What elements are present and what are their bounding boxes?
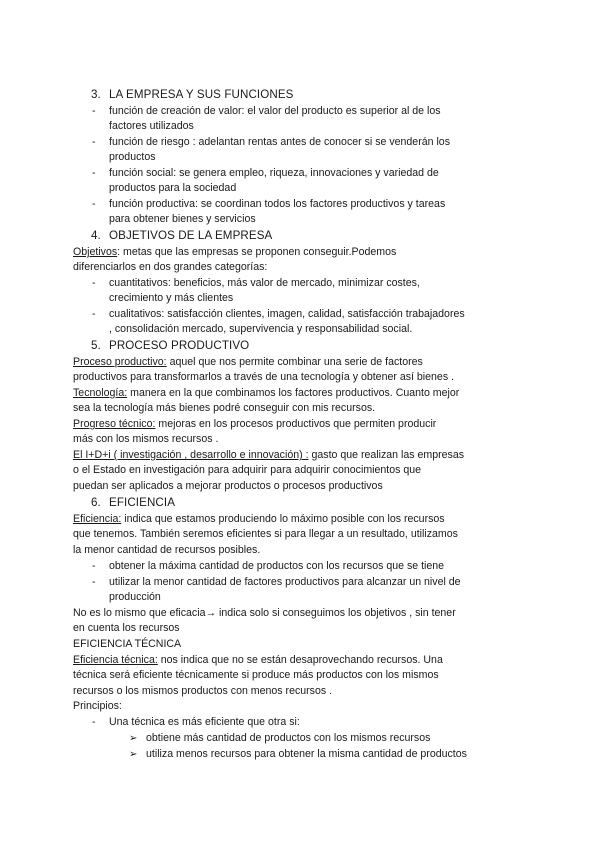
list-item-cont: productos: [109, 151, 156, 163]
sub-list-item: obtiene más cantidad de productos con los mismos recursos: [146, 732, 431, 744]
section-number: 3.: [91, 88, 101, 101]
paragraph-line: [73, 448, 464, 463]
dash-bullet: -: [92, 560, 96, 572]
paragraph-line: [73, 355, 423, 370]
list-item-cont: , consolidación mercado, supervivencia y responsabilidad social.: [109, 323, 413, 335]
note-line: en cuenta los recursos: [73, 622, 180, 634]
dash-bullet: -: [92, 576, 96, 588]
term: Tecnología:: [73, 387, 128, 399]
list-item: función de riesgo : adelantan rentas antes de conocer si se venderán los: [109, 136, 450, 148]
dash-bullet: -: [92, 198, 96, 210]
paragraph-line: [73, 417, 436, 432]
dash-bullet: -: [92, 308, 96, 320]
section-heading: PROCESO PRODUCTIVO: [109, 339, 250, 352]
list-item-cont: productos para la sociedad: [109, 182, 237, 194]
definition: gasto que realizan las empresas: [308, 449, 465, 461]
list-item-cont: crecimiento y más clientes: [109, 292, 234, 304]
note-line: No es lo mismo que eficacia→ indica solo si conseguimos los objetivos , sin tener: [73, 607, 456, 619]
dash-bullet: -: [92, 716, 96, 728]
term: Proceso productivo:: [73, 356, 167, 368]
definition: nos indica que no se están desaprovechando recursos. Una: [157, 654, 443, 666]
definition: mejoras en los procesos productivos que permiten producir: [155, 418, 437, 430]
paragraph-line: [73, 653, 443, 668]
term: Eficiencia técnica:: [73, 654, 158, 666]
section-heading: OBJETIVOS DE LA EMPRESA: [109, 229, 273, 242]
section-number: 5.: [91, 339, 101, 352]
list-item: cualitativos: satisfacción clientes, imagen, calidad, satisfacción trabajadores: [109, 308, 465, 320]
paragraph-line: [73, 386, 459, 401]
section-heading: EFICIENCIA: [109, 496, 176, 509]
definition: manera en la que combinamos los factores productivos. Cuanto mejor: [127, 387, 460, 399]
paragraph-line: o el Estado en investigación para adquirir para adquirir conocimientos que: [73, 464, 422, 476]
paragraph-line: [73, 245, 396, 260]
section-number: 6.: [91, 496, 101, 509]
list-item: función social: se genera empleo, riqueza, innovaciones y variedad de: [109, 167, 439, 179]
term: El I+D+i ( investigación , desarrollo e innovación) :: [73, 449, 309, 461]
paragraph-line: recursos o los mismos productos con menos recursos .: [73, 685, 333, 697]
term: Eficiencia:: [73, 513, 122, 525]
paragraph-line: puedan ser aplicados a mejorar productos o procesos productivos: [73, 480, 383, 492]
list-item-cont: factores utilizados: [109, 120, 194, 132]
arrow-bullet-icon: ➢: [129, 733, 138, 744]
dash-bullet: -: [92, 136, 96, 148]
definition: : metas que las empresas se proponen conseguir.Podemos: [117, 246, 397, 258]
dash-bullet: -: [92, 277, 96, 289]
subsection-heading: EFICIENCIA TÉCNICA: [73, 638, 182, 650]
dash-bullet: -: [92, 105, 96, 117]
definition: aquel que nos permite combinar una serie de factores: [166, 356, 423, 368]
list-item: cuantitativos: beneficios, más valor de mercado, minimizar costes,: [109, 277, 420, 289]
list-item: utilizar la menor cantidad de factores productivos para alcanzar un nivel de: [109, 576, 461, 588]
list-item: obtener la máxima cantidad de productos con los recursos que se tiene: [109, 560, 445, 572]
list-item-cont: para obtener bienes y servicios: [109, 213, 256, 225]
term: Objetivos: [73, 246, 118, 258]
paragraph-line: [73, 512, 445, 527]
sub-list-item: utiliza menos recursos para obtener la misma cantidad de productos: [146, 748, 467, 760]
paragraph-line: más con los mismos recursos .: [73, 433, 219, 445]
section-number: 4.: [91, 229, 101, 242]
paragraph-line: técnica será eficiente técnicamente si produce más productos con los mismos: [73, 669, 439, 681]
list-item: función de creación de valor: el valor del producto es superior al de los: [109, 105, 441, 117]
list-item-cont: producción: [109, 591, 161, 603]
dash-bullet: -: [92, 167, 96, 179]
paragraph-line: diferenciarlos en dos grandes categorías:: [73, 261, 268, 273]
term: Progreso técnico:: [73, 418, 156, 430]
list-item: función productiva: se coordinan todos los factores productivos y tareas: [109, 198, 446, 210]
definition: indica que estamos produciendo lo máximo posible con los recursos: [121, 513, 445, 525]
principles-label: Principios:: [73, 700, 122, 712]
paragraph-line: productivos para transformarlos a través de una tecnología y obtener así bienes .: [73, 371, 455, 383]
arrow-bullet-icon: ➢: [129, 749, 138, 760]
paragraph-line: la menor cantidad de recursos posibles.: [73, 544, 261, 556]
list-item: Una técnica es más eficiente que otra si:: [109, 716, 300, 728]
paragraph-line: que tenemos. También seremos eficientes si para llegar a un resultado, utilizamos: [73, 528, 458, 540]
paragraph-line: sea la tecnología más bienes podré conseguir con mis recursos.: [73, 402, 376, 414]
section-heading: LA EMPRESA Y SUS FUNCIONES: [109, 88, 294, 101]
